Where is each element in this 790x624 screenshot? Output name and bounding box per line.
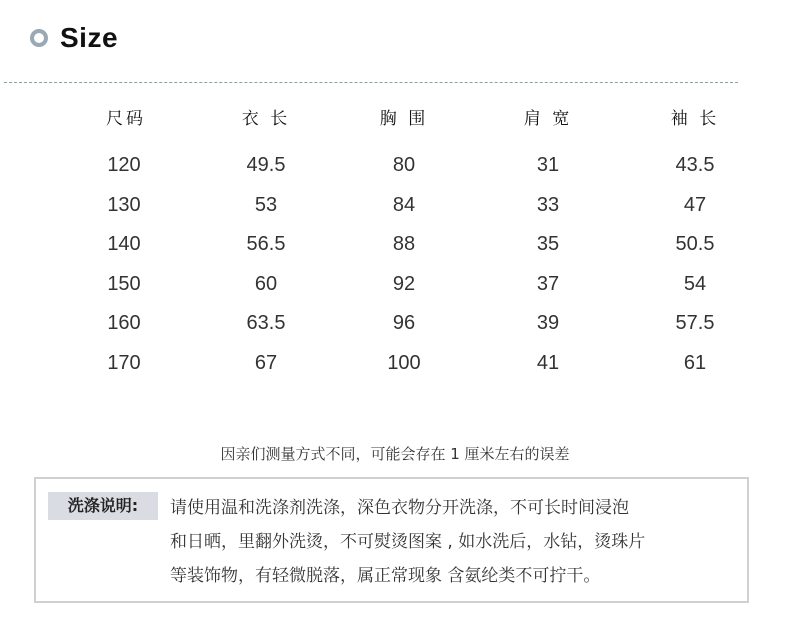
table-cell: 120 bbox=[107, 154, 141, 176]
table-cell: 61 bbox=[683, 352, 707, 374]
header-length: 衣 长 bbox=[241, 109, 291, 129]
table-cell: 35 bbox=[536, 233, 560, 255]
table-cell: 67 bbox=[254, 352, 278, 374]
table-cell: 31 bbox=[536, 154, 560, 176]
washing-text bbox=[170, 491, 740, 593]
table-cell: 57.5 bbox=[675, 312, 715, 334]
table-cell: 54 bbox=[683, 273, 707, 295]
table-cell: 39 bbox=[536, 312, 560, 334]
table-cell: 47 bbox=[683, 194, 707, 216]
ring-bullet-icon bbox=[30, 29, 48, 47]
table-cell: 63.5 bbox=[246, 312, 286, 334]
table-cell: 43.5 bbox=[675, 154, 715, 176]
table-cell: 150 bbox=[107, 273, 141, 295]
page-title: Size bbox=[60, 22, 119, 53]
table-cell: 160 bbox=[107, 312, 141, 334]
table-cell: 100 bbox=[387, 352, 421, 374]
table-cell: 140 bbox=[107, 233, 141, 255]
dashed-divider bbox=[4, 82, 738, 83]
washing-line: 请使用温和洗涤剂洗涤，深色衣物分开洗涤，不可长时间浸泡 bbox=[170, 498, 629, 518]
header-sleeve: 袖 长 bbox=[670, 109, 720, 129]
table-cell: 56.5 bbox=[246, 233, 286, 255]
table-cell: 80 bbox=[392, 154, 416, 176]
table-cell: 50.5 bbox=[675, 233, 715, 255]
table-cell: 41 bbox=[536, 352, 560, 374]
table-cell: 92 bbox=[392, 273, 416, 295]
washing-line: 等装饰物，有轻微脱落，属正常现象 含氨纶类不可拧干。 bbox=[170, 566, 601, 586]
table-cell: 53 bbox=[254, 194, 278, 216]
table-cell: 60 bbox=[254, 273, 278, 295]
header-chest: 胸 围 bbox=[379, 109, 429, 129]
washing-instructions-box bbox=[34, 477, 749, 603]
table-cell: 37 bbox=[536, 273, 560, 295]
washing-label: 洗涤说明: bbox=[48, 492, 158, 520]
table-cell: 96 bbox=[392, 312, 416, 334]
table-cell: 33 bbox=[536, 194, 560, 216]
table-cell: 88 bbox=[392, 233, 416, 255]
washing-line: 和日晒，里翻外洗烫，不可熨烫图案 , 如水洗后，水钻，烫珠片 bbox=[170, 532, 646, 552]
table-cell: 49.5 bbox=[246, 154, 286, 176]
section-header bbox=[30, 18, 118, 58]
table-cell: 170 bbox=[107, 352, 141, 374]
measurement-note: 因亲们测量方式不同，可能会存在 1 厘米左右的误差 bbox=[220, 445, 570, 463]
header-shoulder: 肩 宽 bbox=[523, 109, 573, 129]
table-cell: 84 bbox=[392, 194, 416, 216]
header-size: 尺码 bbox=[106, 109, 146, 129]
table-cell: 130 bbox=[107, 194, 141, 216]
